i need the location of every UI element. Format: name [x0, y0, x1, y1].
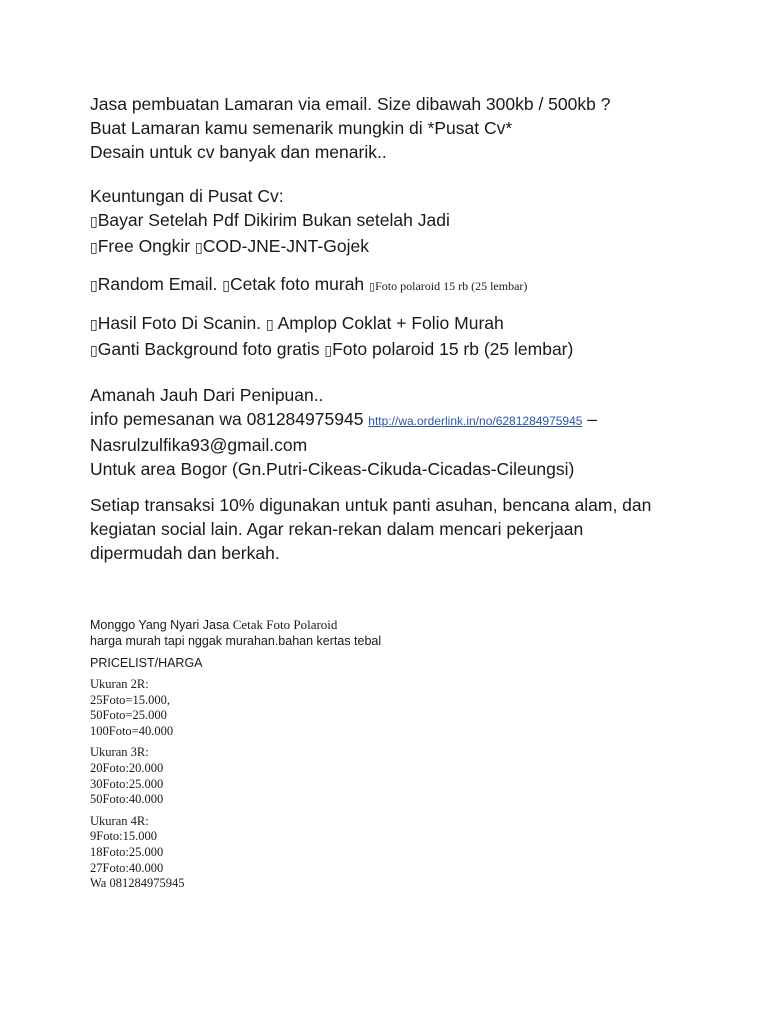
placeholder-box-icon: ▯ — [222, 278, 230, 294]
keuntungan-item-5 — [90, 337, 750, 363]
document-page — [90, 92, 750, 892]
placeholder-box-icon: ▯ — [194, 240, 203, 256]
footer-wa: Wa 081284975945 — [90, 876, 185, 891]
donation-line-3: dipermudah dan berkah. — [90, 543, 280, 563]
donation-line-2: kegiatan social lain. Agar rekan-rekan dalam mencari pekerjaan — [90, 519, 584, 539]
keuntungan-item-4b-text: Amplop Coklat + Folio Murah — [273, 313, 504, 333]
intro-line-3: Desain untuk cv banyak dan menarik.. — [90, 142, 387, 162]
keuntungan-item-2 — [90, 234, 750, 260]
placeholder-box-icon: ▯ — [90, 240, 98, 256]
intro-line-2: Buat Lamaran kamu semenarik mungkin di *Pusat Cv* — [90, 118, 513, 138]
placeholder-box-icon: ▯ — [90, 343, 98, 359]
keuntungan-item-1 — [90, 208, 750, 234]
keuntungan-heading: Keuntungan di Pusat Cv: — [90, 186, 284, 206]
contact-email: Nasrulzulfika93@gmail.com — [90, 435, 308, 455]
placeholder-box-icon: ▯ — [265, 317, 274, 333]
promo-line-1 — [90, 617, 750, 633]
donation-line-1: Setiap transaksi 10% digunakan untuk panti asuhan, bencana alam, dan — [90, 495, 652, 515]
placeholder-box-icon: ▯ — [90, 278, 98, 294]
contact-line-1: Amanah Jauh Dari Penipuan.. — [90, 385, 324, 405]
size-4r-block — [90, 814, 750, 892]
size-price: 25Foto=15.000, — [90, 692, 170, 707]
keuntungan-item-2b-text: COD-JNE-JNT-Gojek — [202, 236, 369, 256]
size-price: 100Foto=40.000 — [90, 723, 174, 738]
contact-dash: – — [582, 409, 598, 429]
pricelist-heading: PRICELIST/HARGA — [90, 656, 203, 670]
placeholder-box-icon: ▯ — [90, 317, 98, 333]
intro-line-1: Jasa pembuatan Lamaran via email. Size dibawah 300kb / 500kb ? — [90, 94, 611, 114]
size-price: 30Foto:25.000 — [90, 776, 164, 791]
size-price: 18Foto:25.000 — [90, 844, 164, 859]
keuntungan-item-5a-text: Ganti Background foto gratis — [97, 339, 325, 359]
placeholder-box-icon: ▯ — [90, 214, 98, 230]
contact-wa-prefix: info pemesanan wa 081284975945 — [90, 409, 369, 429]
keuntungan-item-1-text: Bayar Setelah Pdf Dikirim Bukan setelah Jadi — [97, 210, 450, 230]
whatsapp-order-link[interactable]: http://wa.orderlink.in/no/6281284975945 — [368, 414, 583, 428]
size-price: 50Foto:40.000 — [90, 792, 164, 807]
contact-wa-line — [90, 407, 750, 433]
size-price: 50Foto=25.000 — [90, 708, 167, 723]
keuntungan-item-3a-text: Random Email. — [97, 274, 223, 294]
promo-line-1b: Cetak Foto Polaroid — [232, 617, 338, 632]
keuntungan-item-5b-text: Foto polaroid 15 rb (25 lembar) — [332, 339, 574, 359]
size-price: 9Foto:15.000 — [90, 829, 158, 844]
placeholder-box-icon: ▯ — [324, 343, 333, 359]
size-title: Ukuran 4R: — [90, 813, 149, 828]
keuntungan-item-4 — [90, 311, 750, 337]
size-title: Ukuran 3R: — [90, 745, 149, 760]
promo-line-2: harga murah tapi nggak murahan.bahan kertas tebal — [90, 634, 382, 648]
size-2r-block — [90, 677, 750, 739]
keuntungan-item-2a-text: Free Ongkir — [97, 236, 195, 256]
size-price: 27Foto:40.000 — [90, 860, 164, 875]
keuntungan-item-3b-text: Cetak foto murah — [229, 274, 370, 294]
size-3r-block — [90, 745, 750, 807]
size-title: Ukuran 2R: — [90, 677, 149, 691]
keuntungan-item-4a-text: Hasil Foto Di Scanin. — [97, 313, 266, 333]
keuntungan-item-3 — [90, 272, 750, 299]
keuntungan-item-3c-text: Foto polaroid 15 rb (25 lembar) — [375, 279, 528, 293]
placeholder-box-icon: ▯ — [369, 280, 376, 293]
promo-line-1a: Monggo Yang Nyari Jasa — [90, 618, 233, 632]
size-price: 20Foto:20.000 — [90, 760, 164, 775]
contact-area: Untuk area Bogor (Gn.Putri-Cikeas-Cikuda-Cicadas-Cileungsi) — [90, 459, 575, 479]
